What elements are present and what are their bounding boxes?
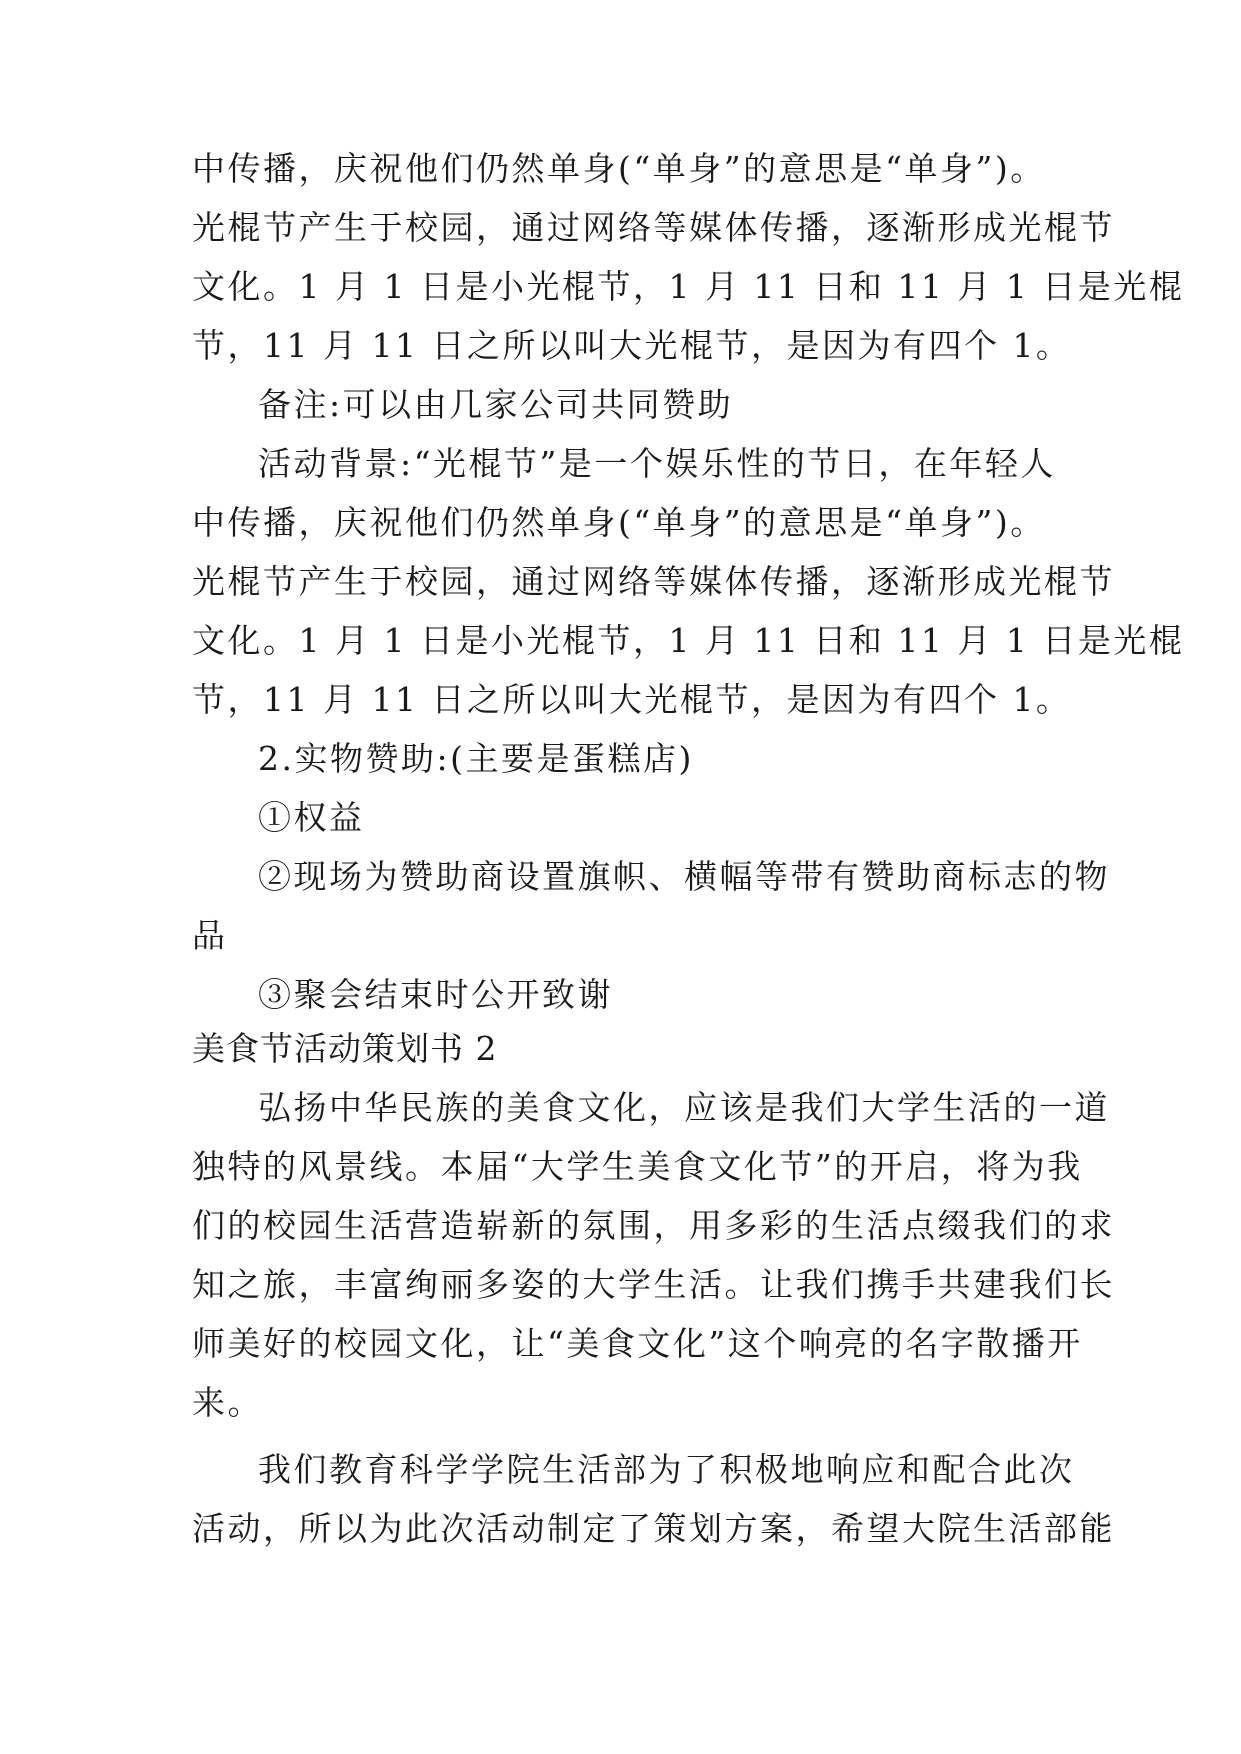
paragraph-line: 光棍节产生于校园，通过网络等媒体传播，逐渐形成光棍节	[192, 208, 1115, 247]
paragraph-line: 文化。1 月 1 日是小光棍节，1 月 11 日和 11 月 1 日是光棍	[192, 621, 1185, 660]
section-line: 2.实物赞助:(主要是蛋糕店)	[258, 739, 694, 778]
list-item: ②现场为赞助商设置旗帜、横幅等带有赞助商标志的物	[258, 857, 1110, 896]
paragraph-line: 独特的风景线。本届“大学生美食文化节”的开启，将为我	[192, 1147, 1083, 1186]
paragraph-line: 节，11 月 11 日之所以叫大光棍节，是因为有四个 1。	[192, 680, 1072, 719]
paragraph-line: 我们教育科学学院生活部为了积极地响应和配合此次	[258, 1450, 1075, 1489]
list-item-continuation: 品	[192, 916, 228, 955]
paragraph-line: 活动背景:“光棍节”是一个娱乐性的节日，在年轻人	[258, 444, 1056, 483]
paragraph-line: 活动，所以为此次活动制定了策划方案，希望大院生活部能	[192, 1509, 1115, 1548]
paragraph-line: 中传播，庆祝他们仍然单身(“单身”的意思是“单身”)。	[192, 149, 1046, 188]
paragraph-line: 节，11 月 11 日之所以叫大光棍节，是因为有四个 1。	[192, 326, 1072, 365]
paragraph-line: 知之旅，丰富绚丽多姿的大学生活。让我们携手共建我们长	[192, 1265, 1115, 1304]
section-heading: 美食节活动策划书 2	[192, 1029, 498, 1068]
paragraph-line: 中传播，庆祝他们仍然单身(“单身”的意思是“单身”)。	[192, 503, 1046, 542]
list-item: ③聚会结束时公开致谢	[258, 975, 613, 1014]
paragraph-line: 弘扬中华民族的美食文化，应该是我们大学生活的一道	[258, 1088, 1110, 1127]
paragraph-line: 师美好的校园文化，让“美食文化”这个响亮的名字散播开	[192, 1324, 1083, 1363]
paragraph-line: 光棍节产生于校园，通过网络等媒体传播，逐渐形成光棍节	[192, 562, 1115, 601]
list-item: ①权益	[258, 798, 365, 837]
paragraph-line: 来。	[192, 1383, 263, 1422]
note-line: 备注:可以由几家公司共同赞助	[258, 385, 734, 424]
paragraph-line: 们的校园生活营造崭新的氛围，用多彩的生活点缀我们的求	[192, 1206, 1115, 1245]
paragraph-line: 文化。1 月 1 日是小光棍节，1 月 11 日和 11 月 1 日是光棍	[192, 267, 1185, 306]
